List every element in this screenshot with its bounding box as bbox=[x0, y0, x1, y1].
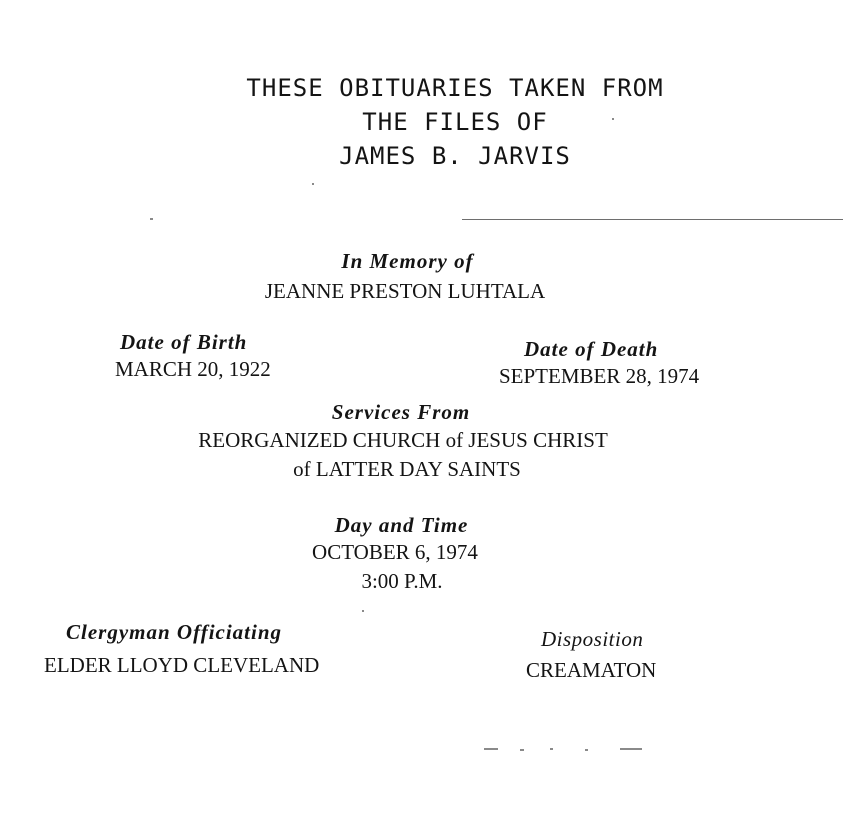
birth-label: Date of Birth bbox=[120, 330, 248, 354]
services-church-line-2: of LATTER DAY SAINTS bbox=[293, 457, 521, 481]
services-label: Services From bbox=[331, 400, 471, 424]
services-church-line-1: REORGANIZED CHURCH of JESUS CHRIST bbox=[198, 428, 608, 452]
speck-mark bbox=[362, 610, 364, 612]
deceased-name: JEANNE PRESTON LUHTALA bbox=[264, 279, 546, 303]
speck-mark bbox=[484, 748, 498, 750]
memory-label: In Memory of bbox=[341, 249, 474, 273]
separator-line bbox=[462, 219, 843, 220]
death-date: SEPTEMBER 28, 1974 bbox=[499, 364, 700, 388]
header-line-3: JAMES B. JARVIS bbox=[339, 142, 571, 170]
speck-mark bbox=[620, 748, 642, 750]
speck-mark bbox=[312, 183, 314, 185]
speck-mark bbox=[520, 749, 524, 751]
disposition-value: CREAMATON bbox=[526, 658, 657, 682]
service-date: OCTOBER 6, 1974 bbox=[312, 540, 478, 564]
speck-mark bbox=[612, 118, 614, 120]
header-line-2: THE FILES OF bbox=[362, 108, 548, 136]
header-line-1: THESE OBITUARIES TAKEN FROM bbox=[246, 74, 664, 102]
clergyman-label: Clergyman Officiating bbox=[66, 620, 283, 644]
speck-mark bbox=[585, 749, 588, 751]
speck-mark bbox=[150, 218, 153, 220]
disposition-label: Disposition bbox=[541, 627, 644, 651]
day-time-label: Day and Time bbox=[334, 513, 469, 537]
clergyman-name: ELDER LLOYD CLEVELAND bbox=[44, 653, 320, 677]
service-time: 3:00 P.M. bbox=[361, 569, 443, 593]
birth-date: MARCH 20, 1922 bbox=[115, 357, 271, 381]
death-label: Date of Death bbox=[524, 337, 659, 361]
speck-mark bbox=[550, 748, 553, 750]
